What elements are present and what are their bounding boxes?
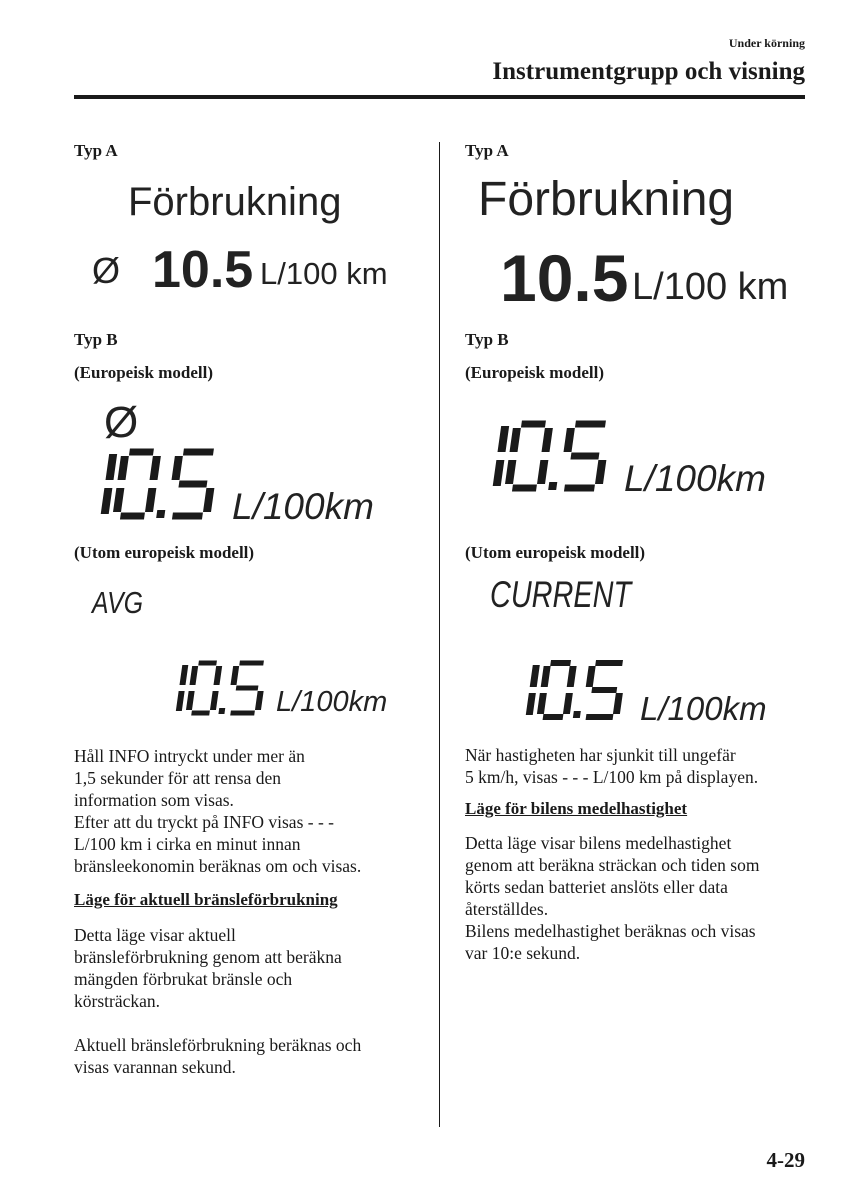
type-a-label-left: Typ A [74,141,118,160]
page-title: Instrumentgrupp och visning [492,58,805,85]
current-line: körsträckan. [74,991,161,1011]
speed-line: När hastigheten har sjunkit till ungefär [465,745,736,765]
lcd-mode-current: CURRENT [490,574,632,615]
lcd-non-european-digits-right [522,660,632,720]
lcd-non-european-unit-right: L/100km [640,690,767,727]
avg-line: genom att beräkna sträckan och tiden som [465,855,760,875]
avg-line: var 10:e sekund. [465,943,581,963]
non-european-label-right: (Utom europeisk modell) [465,543,646,562]
type-b-label-left: Typ B [74,330,118,349]
speed-paragraph [465,744,815,788]
lcd-european-digits-right [488,420,618,492]
type-b-label-right: Typ B [465,330,509,349]
info-line: information som visas. [74,790,234,810]
avg-line: Detta läge visar bilens medelhastighet [465,833,732,853]
info-line: Efter att du tryckt på INFO visas - - - [74,812,334,832]
lcd-non-european-digits-left [172,660,272,716]
speed-line: 5 km/h, visas - - - L/100 km på displayen. [465,767,759,787]
display-a-title-right: Förbrukning [478,173,735,226]
current-line: Aktuell bränsleförbrukning beräknas och [74,1035,362,1055]
lcd-digit-5 [170,452,215,516]
section-label: Under körning [728,36,805,50]
info-line: L/100 km i cirka en minut innan [74,834,301,854]
lcd-digit-0 [116,452,157,516]
lcd-decimal-point [156,510,165,518]
avg-line: återställdes. [465,899,549,919]
display-a-value-left: 10.5 [152,241,254,299]
current-consumption-paragraph [74,924,434,1012]
current-consumption-heading: Läge för aktuell bränsleförbrukning [74,890,338,909]
avg-line: Bilens medelhastighet beräknas och visas [465,921,756,941]
info-line: Håll INFO intryckt under mer än [74,746,305,766]
lcd-non-european-unit-left: L/100km [276,686,388,718]
lcd-european-unit-left: L/100km [232,486,374,527]
lcd-digit-1 [105,454,113,514]
current-line: visas varannan sekund. [74,1057,236,1077]
average-speed-heading: Läge för bilens medelhastighet [465,799,688,818]
current-line: Detta läge visar aktuell [74,925,236,945]
average-symbol-icon: Ø [92,250,121,291]
display-a-unit-left: L/100 km [260,256,388,291]
lcd-mode-avg: AVG [92,585,144,620]
type-a-label-right: Typ A [465,141,509,160]
info-line: bränsleekonomin beräknas om och visas. [74,856,362,876]
column-divider [439,142,440,1127]
european-label-left: (Europeisk modell) [74,363,214,382]
lcd-european-unit-right: L/100km [624,458,766,499]
display-a-unit-right: L/100 km [632,266,789,308]
info-paragraph [74,745,434,877]
info-line: 1,5 sekunder för att rensa den [74,768,282,788]
current-line: mängden förbrukat bränsle och [74,969,293,989]
european-label-right: (Europeisk modell) [465,363,605,382]
current-line: bränsleförbrukning genom att beräkna [74,947,342,967]
lcd-european-digits-left [96,448,226,520]
non-european-label-left: (Utom europeisk modell) [74,543,255,562]
page-number: 4-29 [766,1148,805,1172]
average-speed-paragraph [465,832,815,964]
display-a-value-right: 10.5 [500,241,629,315]
lcd-average-symbol-icon: Ø [104,398,139,447]
avg-line: körts sedan batteriet anslöts eller data [465,877,728,897]
current-consumption-paragraph-2 [74,1034,434,1078]
header-rule [74,95,805,99]
display-a-title-left: Förbrukning [128,180,342,224]
